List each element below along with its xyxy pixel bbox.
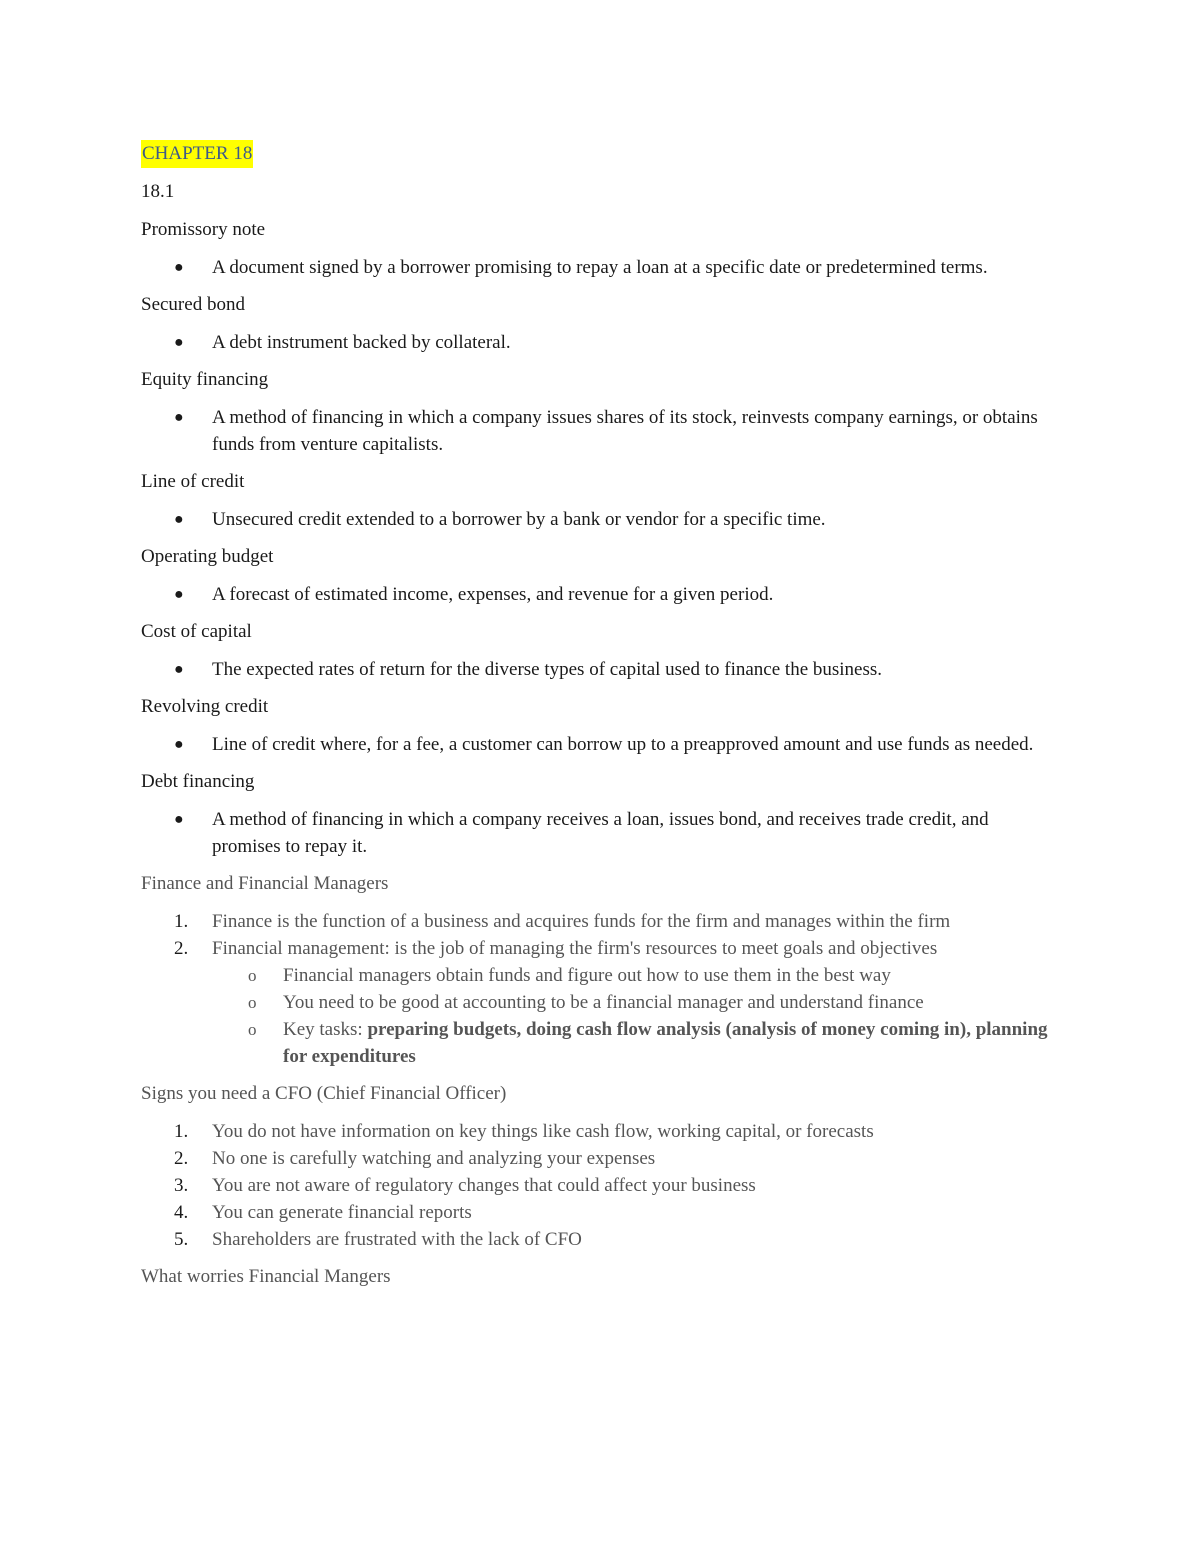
numbered-item (141, 1226, 1061, 1253)
numbered-item (141, 1118, 1061, 1145)
sub-list (212, 962, 1061, 1070)
definition-list (141, 581, 1061, 608)
definition-list (141, 254, 1061, 281)
term-heading: Debt financing (141, 771, 255, 792)
bullet-icon: ● (174, 409, 184, 426)
cfo-list (141, 1118, 1061, 1253)
definition-item (141, 506, 1061, 533)
bullet-icon: ● (174, 511, 184, 528)
finance-list (141, 908, 1061, 1070)
definition-list (141, 806, 1061, 860)
item-number: 5. (174, 1229, 189, 1250)
key-tasks-text: preparing budgets, doing cash flow analysis (analysis of money coming in), planning for expenditures (283, 1019, 1048, 1067)
definition-text: A document signed by a borrower promising to repay a loan at a specific date or predetermined terms. (212, 257, 988, 278)
bullet-icon: ● (174, 736, 184, 753)
definition-item (141, 656, 1061, 683)
bullet-icon: ● (174, 259, 184, 276)
term-heading: Equity financing (141, 369, 269, 390)
term-heading: Promissory note (141, 219, 266, 240)
chapter-title: CHAPTER 18 (141, 140, 253, 168)
sub-item (212, 962, 1061, 989)
item-text: You are not aware of regulatory changes that could affect your business (212, 1175, 756, 1196)
term-heading: Revolving credit (141, 696, 269, 717)
bullet-icon: ● (174, 334, 184, 351)
item-number: 2. (174, 1148, 189, 1169)
definition-text: A method of financing in which a company issues shares of its stock, reinvests company earnings, or obtains funds from venture capitalists. (212, 407, 1038, 455)
definition-item (141, 254, 1061, 281)
item-text: Finance is the function of a business and acquires funds for the firm and manages within the firm (212, 911, 951, 932)
sub-item (212, 1016, 1061, 1070)
section-heading-worries: What worries Financial Mangers (141, 1266, 391, 1287)
definition-list (141, 404, 1061, 458)
term-heading: Secured bond (141, 294, 245, 315)
section-heading-cfo: Signs you need a CFO (Chief Financial Officer) (141, 1083, 507, 1104)
item-number: 1. (174, 911, 189, 932)
sub-item-text: You need to be good at accounting to be a financial manager and understand finance (283, 992, 924, 1013)
item-number: 4. (174, 1202, 189, 1223)
item-text: You can generate financial reports (212, 1202, 472, 1223)
circle-bullet-icon: o (248, 1020, 257, 1039)
definition-list (141, 731, 1061, 758)
definition-item (141, 731, 1061, 758)
definition-text: Line of credit where, for a fee, a customer can borrow up to a preapproved amount and use funds as needed. (212, 734, 1034, 755)
sub-item (212, 989, 1061, 1016)
section-number: 18.1 (141, 181, 175, 202)
definition-item (141, 404, 1061, 458)
item-text: Shareholders are frustrated with the lack of CFO (212, 1229, 582, 1250)
circle-bullet-icon: o (248, 966, 257, 985)
definition-text: Unsecured credit extended to a borrower by a bank or vendor for a specific time. (212, 509, 826, 530)
term-heading: Line of credit (141, 471, 245, 492)
definition-text: The expected rates of return for the diverse types of capital used to finance the business. (212, 659, 883, 680)
definition-list (141, 329, 1061, 356)
definition-text: A forecast of estimated income, expenses, and revenue for a given period. (212, 584, 774, 605)
item-number: 3. (174, 1175, 189, 1196)
numbered-item (141, 935, 1061, 1070)
numbered-item (141, 1172, 1061, 1199)
item-text: You do not have information on key things like cash flow, working capital, or forecasts (212, 1121, 874, 1142)
item-number: 1. (174, 1121, 189, 1142)
item-text: Financial management: is the job of managing the firm's resources to meet goals and objectives (212, 938, 938, 959)
definition-item (141, 329, 1061, 356)
term-heading: Operating budget (141, 546, 274, 567)
term-heading: Cost of capital (141, 621, 252, 642)
sub-item-text: Financial managers obtain funds and figure out how to use them in the best way (283, 965, 891, 986)
definition-list (141, 656, 1061, 683)
definition-text: A debt instrument backed by collateral. (212, 332, 511, 353)
bullet-icon: ● (174, 586, 184, 603)
circle-bullet-icon: o (248, 993, 257, 1012)
definition-list (141, 506, 1061, 533)
bullet-icon: ● (174, 811, 184, 828)
key-tasks-label: Key tasks: (283, 1019, 368, 1040)
numbered-item (141, 1199, 1061, 1226)
section-heading-finance: Finance and Financial Managers (141, 873, 389, 894)
numbered-item (141, 908, 1061, 935)
bullet-icon: ● (174, 661, 184, 678)
numbered-item (141, 1145, 1061, 1172)
definition-item (141, 806, 1061, 860)
document-page (141, 140, 1061, 1301)
definition-item (141, 581, 1061, 608)
item-number: 2. (174, 938, 189, 959)
definition-text: A method of financing in which a company receives a loan, issues bond, and receives trade credit, and promises to repay it. (212, 809, 989, 857)
item-text: No one is carefully watching and analyzing your expenses (212, 1148, 656, 1169)
